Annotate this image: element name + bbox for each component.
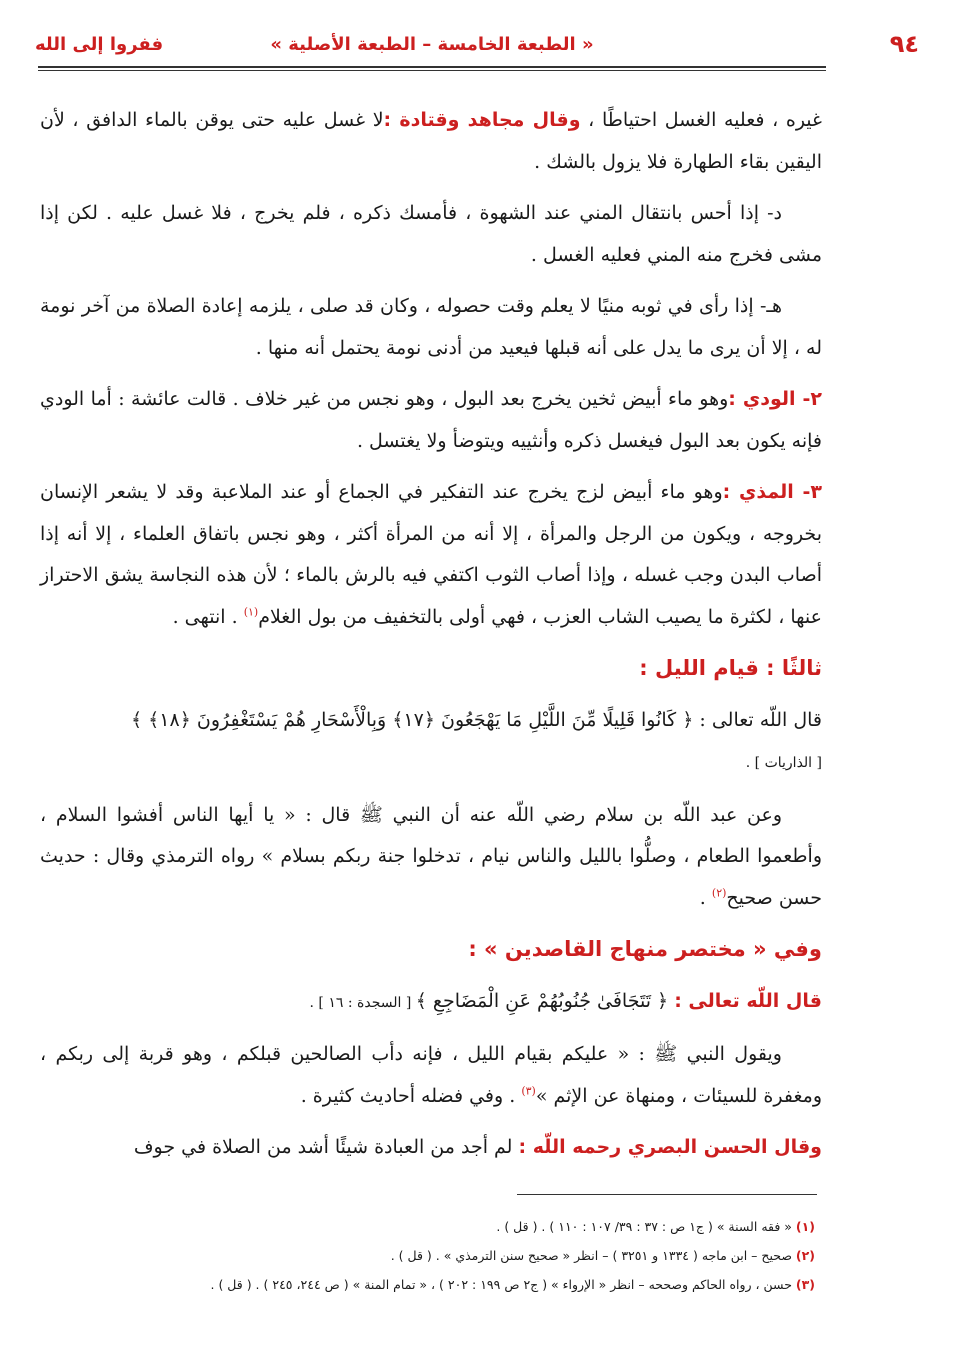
surah-reference: [ الذاريات ] . (745, 755, 822, 771)
paragraph-quran-1: قال اللّه تعالى : ﴿ كَانُوا قَلِيلًا مِّنَ اللَّيْلِ مَا يَهْجَعُونَ ﴿١٧﴾ وَبِالْأَسْحَارِ هُمْ يَسْتَغْفِرُونَ ﴿١٨﴾ ﴾ [ الذاريات ] . (130, 708, 822, 771)
body-text (40, 100, 822, 1179)
term-label: ٣- المذي : (722, 481, 822, 503)
footnote-number: (١) (795, 1219, 815, 1234)
paragraph-quran-2: قال اللّه تعالى : ﴿ تَتَجَافَىٰ جُنُوبُهُمْ عَنِ الْمَضَاجِعِ ﴾ [ السجدة : ١٦ ] . (309, 989, 822, 1012)
edition-label: « الطبعة الخامسة – الطبعة الأصلية » (270, 34, 594, 55)
footnotes (40, 1212, 815, 1299)
running-header (35, 30, 919, 70)
book-title: ففروا إلى الله (35, 34, 164, 55)
speaker-label: وقال الحسن البصري رحمه اللّه : (518, 1136, 822, 1158)
header-rule (38, 66, 826, 68)
footnote (40, 1212, 815, 1241)
paragraph-madhy: ٣- المذي :وهو ماء أبيض لزج يخرج عند التفكير في الجماع أو عند الملاعبة وقد لا يشعر الإنسان بخروجه ، ويكون من الرجل والمرأة ، إلا أنه من المرأة أكثر ، وهو نجس باتفاق العلماء ، إلا أنه إذا أصاب البدن وجب غسله ، وإذا أصاب الثوب اكتفي فيه بالرش بالماء ؛ لأن هذه النجاسة يشق الاحتراز عنها ، لكثرة ما يصيب الشاب العزب ، فهي أولى بالتخفيف من بول الغلام$^{(١)}$ . انتهى . (40, 481, 822, 628)
footnote-text: صحيح – ابن ماجه ( ١٣٣٤ و ٣٢٥١ ) – انظر « صحيح سنن الترمذي » . ( قل ) . (390, 1248, 792, 1263)
paragraph-1: غيره ، فعليه الغسل احتياطًا ، وقال مجاهد وقتادة :لا غسل عليه حتى يوقن بالماء الدافق ، لأن اليقين بقاء الطهارة فلا يزول بالشك . (40, 109, 822, 173)
page-number: ٩٤ (889, 30, 919, 58)
section-heading: وفي « مختصر منهاج القاصدين » : (468, 937, 822, 961)
term-label: ٢- الودي : (728, 388, 823, 410)
paragraph-hasan: وقال الحسن البصري رحمه اللّه : لم أجد من العبادة شيئًا أشد من الصلاة في جوف (133, 1136, 822, 1158)
footnote-number: (٣) (795, 1277, 815, 1292)
speaker-label: وقال مجاهد وقتادة : (383, 109, 581, 131)
footnote (40, 1270, 815, 1299)
footnote-ref[interactable]: (٢) (711, 886, 727, 900)
footnote-text: « فقه السنة » ( ج١ ص : ٣٧ : ٣٩/ ١٠٧ : ١١٠ ) . ( قل ) . (496, 1219, 792, 1234)
section-heading: ثالثًا : قيام الليل : (639, 656, 822, 680)
footnote (40, 1241, 815, 1270)
speaker-label: قال اللّه تعالى : (674, 989, 822, 1012)
footnote-rule (517, 1194, 817, 1195)
footnote-ref[interactable]: (١) (243, 605, 259, 619)
paragraph-hadith-1: وعن عبد اللّه بن سلام رضي اللّه عنه أن النبي ﷺ قال : « يا أيها الناس أفشوا السلام ، وأطعموا الطعام ، وصلُّوا بالليل والناس نيام ، تدخلوا جنة ربكم بسلام » رواه الترمذي وقال : حديث حسن صحيح$^{(٢)}$ . (40, 803, 822, 909)
footnote-number: (٢) (795, 1248, 815, 1263)
surah-reference: [ السجدة : ١٦ ] . (309, 994, 416, 1011)
paragraph-3: هـ- إذا رأى في ثوبه منيًا لا يعلم وقت حصوله ، وكان قد صلى ، يلزمه إعادة الصلاة من آخر نومة له ، إلا أن يرى ما يدل على أنه قبلها فيعيد من أدنى نومة يحتمل أنه منها . (40, 295, 822, 359)
paragraph-2: د- إذا أحس بانتقال المني عند الشهوة ، فأمسك ذكره ، فلم يخرج ، فلا غسل عليه . لكن إذا مشى فخرج منه المني فعليه الغسل . (40, 202, 822, 266)
paragraph-hadith-2: ويقول النبي ﷺ : « عليكم بقيام الليل ، فإنه دأب الصالحين قبلكم ، وهو قربة إلى ربكم ، ومغفرة للسيئات ، ومنهاة عن الإثم »$^{(٣)}$ . وفي فضله أحاديث كثيرة . (40, 1043, 822, 1107)
header-rule-thin (38, 70, 826, 71)
paragraph-wady: ٢- الودي :وهو ماء أبيض ثخين يخرج بعد البول ، وهو نجس من غير خلاف . قالت عائشة : أما الودي فإنه يكون بعد البول فيغسل ذكره وأنثييه ويتوضأ ولا يغتسل . (40, 388, 823, 452)
footnote-ref[interactable]: (٣) (521, 1084, 536, 1098)
footnote-text: حسن ، رواه الحاكم وصححه – انظر « الإرواء » ( ج٢ ص ١٩٩ : ٢٠٢ ) ، « تمام المنة » ( ص ٢٤٤، ٢٤٥ ) . ( قل ) . (210, 1277, 792, 1292)
